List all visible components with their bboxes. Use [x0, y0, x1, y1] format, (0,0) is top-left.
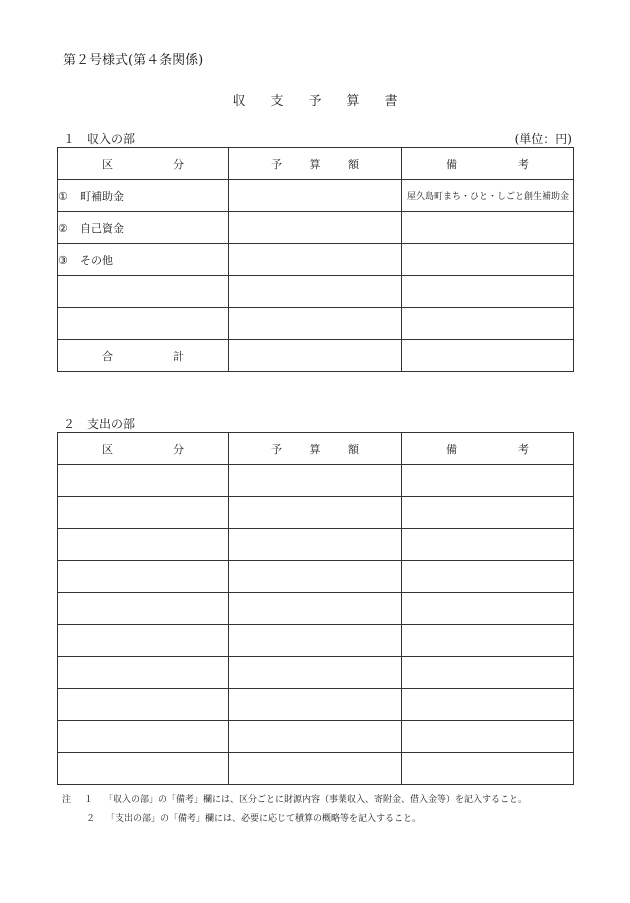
remarks-cell[interactable] — [402, 721, 574, 753]
category-cell[interactable] — [58, 244, 229, 276]
note-1 — [62, 792, 527, 805]
expense-section-title: ２ 支出の部 — [63, 417, 136, 431]
income-section-title: １ 収入の部 — [63, 132, 136, 146]
amount-cell[interactable] — [229, 561, 402, 593]
note-number: ２ — [86, 814, 96, 824]
table-row — [58, 308, 574, 340]
amount-cell[interactable] — [229, 689, 402, 721]
header-char: 考 — [518, 442, 529, 456]
row-number: ① — [58, 189, 68, 203]
expense-header-row — [58, 433, 574, 465]
category-cell[interactable] — [58, 721, 229, 753]
category-cell[interactable] — [58, 276, 229, 308]
amount-cell[interactable] — [229, 753, 402, 785]
amount-cell[interactable] — [229, 497, 402, 529]
table-row — [58, 689, 574, 721]
remarks-cell[interactable] — [402, 276, 574, 308]
category-cell[interactable] — [58, 529, 229, 561]
note-text: 「収入の部」の「備考」欄には、区分ごとに財源内容（事業収入、寄附金、借入金等）を記入すること。 — [104, 795, 528, 805]
header-char: 分 — [173, 157, 184, 171]
form-number: 第２号様式(第４条関係) — [63, 53, 204, 68]
note-text: 「支出の部」の「備考」欄には、必要に応じて積算の概略等を記入すること。 — [106, 814, 422, 824]
table-row — [58, 753, 574, 785]
category-cell[interactable] — [58, 689, 229, 721]
amount-cell[interactable] — [229, 180, 402, 212]
row-label: 自己資金 — [80, 221, 124, 235]
category-cell[interactable] — [58, 465, 229, 497]
remarks-cell[interactable] — [402, 593, 574, 625]
row-number: ② — [58, 221, 68, 235]
table-row — [58, 625, 574, 657]
remarks-cell[interactable] — [402, 529, 574, 561]
category-cell[interactable] — [58, 753, 229, 785]
remarks-cell[interactable] — [402, 753, 574, 785]
unit-label: (単位：円) — [514, 132, 572, 146]
table-row — [58, 497, 574, 529]
remarks-cell[interactable] — [402, 308, 574, 340]
category-cell[interactable] — [58, 497, 229, 529]
table-row — [58, 561, 574, 593]
header-category — [58, 148, 229, 180]
header-char: 算 — [309, 442, 321, 456]
table-row — [58, 593, 574, 625]
document-title: 収支予算書 — [232, 94, 423, 109]
header-char: 区 — [102, 157, 113, 171]
header-char: 考 — [518, 157, 529, 171]
total-char: 計 — [173, 349, 184, 363]
row-label: その他 — [80, 253, 113, 267]
total-remarks-cell[interactable] — [402, 340, 574, 372]
amount-cell[interactable] — [229, 212, 402, 244]
remarks-cell[interactable] — [402, 657, 574, 689]
remarks-cell[interactable] — [402, 689, 574, 721]
amount-cell[interactable] — [229, 657, 402, 689]
table-row — [58, 212, 574, 244]
table-row — [58, 276, 574, 308]
header-char: 予 — [271, 442, 282, 456]
amount-cell[interactable] — [229, 593, 402, 625]
remarks-cell[interactable] — [402, 212, 574, 244]
category-cell[interactable] — [58, 561, 229, 593]
amount-cell[interactable] — [229, 529, 402, 561]
category-cell[interactable] — [58, 212, 229, 244]
header-char: 備 — [446, 157, 457, 171]
category-cell[interactable] — [58, 308, 229, 340]
header-remarks — [402, 433, 574, 465]
remarks-cell[interactable] — [402, 465, 574, 497]
remarks-cell[interactable] — [402, 244, 574, 276]
header-budget — [229, 148, 402, 180]
amount-cell[interactable] — [229, 308, 402, 340]
header-char: 備 — [446, 442, 457, 456]
table-row — [58, 529, 574, 561]
total-label-cell — [58, 340, 229, 372]
amount-cell[interactable] — [229, 244, 402, 276]
remarks-cell[interactable] — [402, 561, 574, 593]
total-row — [58, 340, 574, 372]
header-remarks — [402, 148, 574, 180]
total-amount-cell[interactable] — [229, 340, 402, 372]
amount-cell[interactable] — [229, 276, 402, 308]
header-char: 分 — [173, 442, 184, 456]
amount-cell[interactable] — [229, 721, 402, 753]
total-char: 合 — [102, 349, 113, 363]
header-char: 額 — [348, 157, 359, 171]
table-row — [58, 721, 574, 753]
remarks-cell[interactable] — [402, 625, 574, 657]
table-row — [58, 465, 574, 497]
row-number: ③ — [58, 253, 68, 267]
header-category — [58, 433, 229, 465]
header-char: 額 — [348, 442, 359, 456]
header-char: 区 — [102, 442, 113, 456]
amount-cell[interactable] — [229, 465, 402, 497]
table-row — [58, 180, 574, 212]
category-cell[interactable] — [58, 180, 229, 212]
header-char: 予 — [271, 157, 282, 171]
category-cell[interactable] — [58, 625, 229, 657]
header-char: 算 — [309, 157, 321, 171]
header-budget — [229, 433, 402, 465]
amount-cell[interactable] — [229, 625, 402, 657]
income-table — [57, 147, 574, 372]
table-row — [58, 657, 574, 689]
remarks-cell[interactable]: 屋久島町まち・ひと・しごと創生補助金 — [402, 180, 574, 212]
note-prefix: 注 — [62, 795, 72, 805]
category-cell[interactable] — [58, 593, 229, 625]
note-2 — [86, 811, 421, 824]
income-header-row — [58, 148, 574, 180]
row-label: 町補助金 — [80, 189, 124, 203]
category-cell[interactable] — [58, 657, 229, 689]
remarks-cell[interactable] — [402, 497, 574, 529]
note-number: １ — [84, 795, 94, 805]
table-row — [58, 244, 574, 276]
expense-table — [57, 432, 574, 785]
